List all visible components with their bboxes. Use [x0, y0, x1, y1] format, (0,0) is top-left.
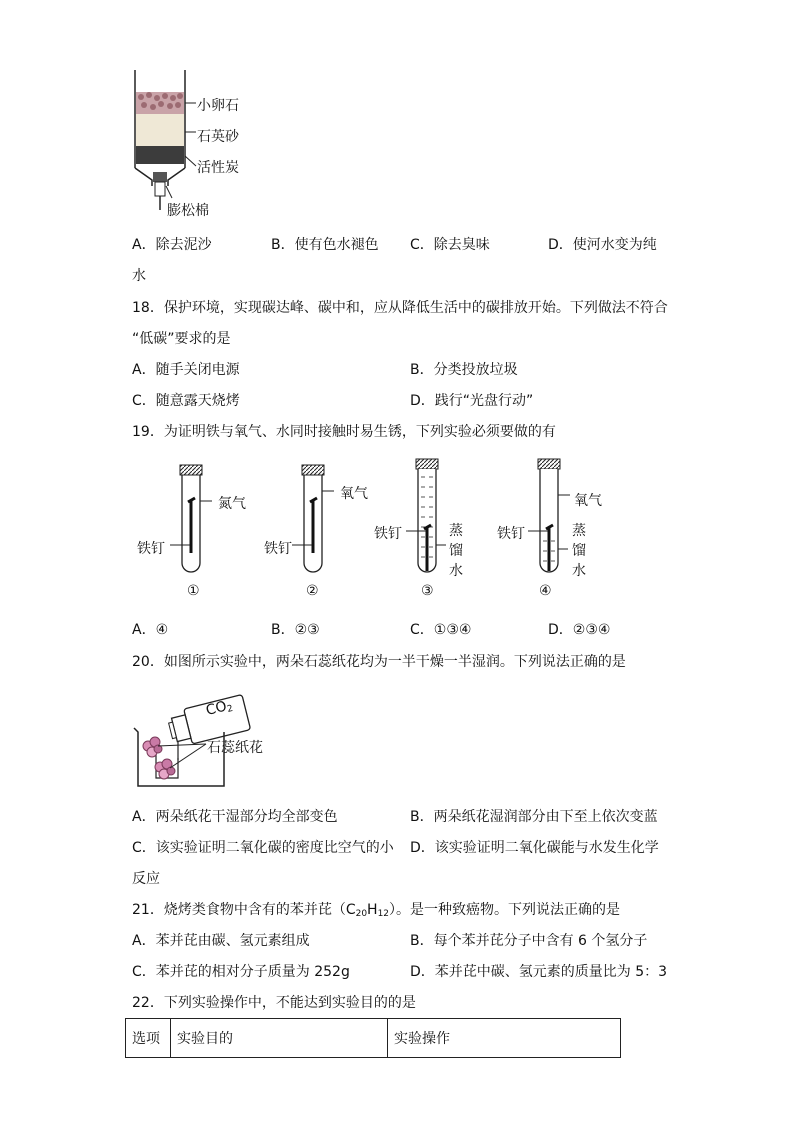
- tube-2-gas-label: 氧气: [340, 486, 368, 502]
- table-header-option: 选项: [126, 1019, 171, 1058]
- tube-1-nail-label: 铁钉: [137, 541, 165, 557]
- tube-3-number: ③: [421, 583, 434, 599]
- q22-stem: 22．下列实验操作中，不能达到实验目的的是: [132, 995, 416, 1011]
- q18-option-a[interactable]: A．随手关闭电源: [132, 362, 240, 378]
- q17-option-d[interactable]: D．使河水变为纯: [548, 237, 657, 253]
- tube-3-water-2: 馏: [449, 543, 463, 559]
- q18-stem-line1: 18．保护环境，实现碳达峰、碳中和，应从降低生活中的碳排放开始。下列做法不符合: [132, 300, 668, 316]
- q17-option-d-wrap: 水: [132, 268, 146, 284]
- litmus-flower-lower: [155, 759, 175, 779]
- litmus-flower-label: 石蕊纸花: [207, 740, 263, 756]
- co2-label: $CO_2$: [204, 698, 235, 719]
- tube-1: [170, 465, 212, 572]
- tube-3-nail-label: 铁钉: [374, 526, 402, 542]
- q18-option-c[interactable]: C．随意露天烧烤: [132, 393, 240, 409]
- tube-2-nail-label: 铁钉: [264, 541, 292, 557]
- q19-option-b[interactable]: B．②③: [271, 622, 320, 638]
- tube-4: [528, 459, 570, 572]
- tube-4-gas-label: 氧气: [574, 493, 602, 509]
- q19-option-a[interactable]: A．④: [132, 622, 169, 638]
- q21-option-d[interactable]: D．苯并芘中碳、氢元素的质量比为 5：3: [410, 964, 668, 980]
- tube-3-water-1: 蒸: [449, 523, 463, 539]
- q19-option-c[interactable]: C．①③④: [410, 622, 472, 638]
- tube-3-water-3: 水: [449, 563, 463, 579]
- q20-option-d[interactable]: D．该实验证明二氧化碳能与水发生化学: [410, 840, 659, 856]
- table-header-operation: 实验操作: [388, 1019, 621, 1058]
- tube-4-water-3: 水: [572, 563, 586, 579]
- tube-2-number: ②: [306, 583, 319, 599]
- filter-label-carbon: 活性炭: [197, 160, 239, 176]
- q17-option-c[interactable]: C．除去臭味: [410, 237, 490, 253]
- tube-4-nail-label: 铁钉: [497, 526, 525, 542]
- filter-label-sand: 石英砂: [197, 129, 239, 145]
- q22-table: [125, 1018, 621, 1058]
- tube-2: [292, 465, 334, 572]
- tube-4-water-2: 馏: [572, 543, 586, 559]
- q21-stem: 21．烧烤类食物中含有的苯并芘$(C_{20}H_{12})$。是一种致癌物。下列说法正确的是: [132, 902, 621, 919]
- q19-option-d[interactable]: D．②③④: [548, 622, 611, 638]
- q20-option-c[interactable]: C．该实验证明二氧化碳的密度比空气的小: [132, 840, 394, 856]
- table-header-row: [126, 1019, 621, 1058]
- q18-stem-line2: “低碳”要求的是: [132, 331, 231, 347]
- q17-option-b[interactable]: B．使有色水褪色: [271, 237, 379, 253]
- q18-option-d[interactable]: D．践行“光盘行动”: [410, 393, 534, 409]
- q20-stem: 20．如图所示实验中，两朵石蕊纸花均为一半干燥一半湿润。下列说法正确的是: [132, 654, 626, 670]
- q20-option-d-wrap: 反应: [132, 871, 160, 887]
- tube-1-number: ①: [187, 583, 200, 599]
- litmus-flower-upper: [143, 737, 162, 757]
- q20-option-a[interactable]: A．两朵纸花干湿部分均全部变色: [132, 809, 338, 825]
- filter-label-cotton: 膨松棉: [167, 203, 209, 219]
- tube-1-gas-label: 氮气: [218, 496, 246, 512]
- filter-label-pebble: 小卵石: [197, 98, 239, 114]
- tube-4-water-1: 蒸: [572, 523, 586, 539]
- q17-option-a[interactable]: A．除去泥沙: [132, 237, 212, 253]
- q18-option-b[interactable]: B．分类投放垃圾: [410, 362, 518, 378]
- tube-4-number: ④: [539, 583, 552, 599]
- table-header-goal: 实验目的: [171, 1019, 388, 1058]
- tube-3: [406, 459, 446, 572]
- q21-option-c[interactable]: C．苯并芘的相对分子质量为 252g: [132, 964, 350, 980]
- q20-option-b[interactable]: B．两朵纸花湿润部分由下至上依次变蓝: [410, 809, 658, 825]
- q19-stem: 19．为证明铁与氧气、水同时接触时易生锈，下列实验必须要做的有: [132, 424, 556, 440]
- q21-option-a[interactable]: A．苯并芘由碳、氢元素组成: [132, 933, 310, 949]
- water-filter-figure: [130, 68, 200, 218]
- q21-option-b[interactable]: B．每个苯并芘分子中含有 6 个氢分子: [410, 933, 648, 949]
